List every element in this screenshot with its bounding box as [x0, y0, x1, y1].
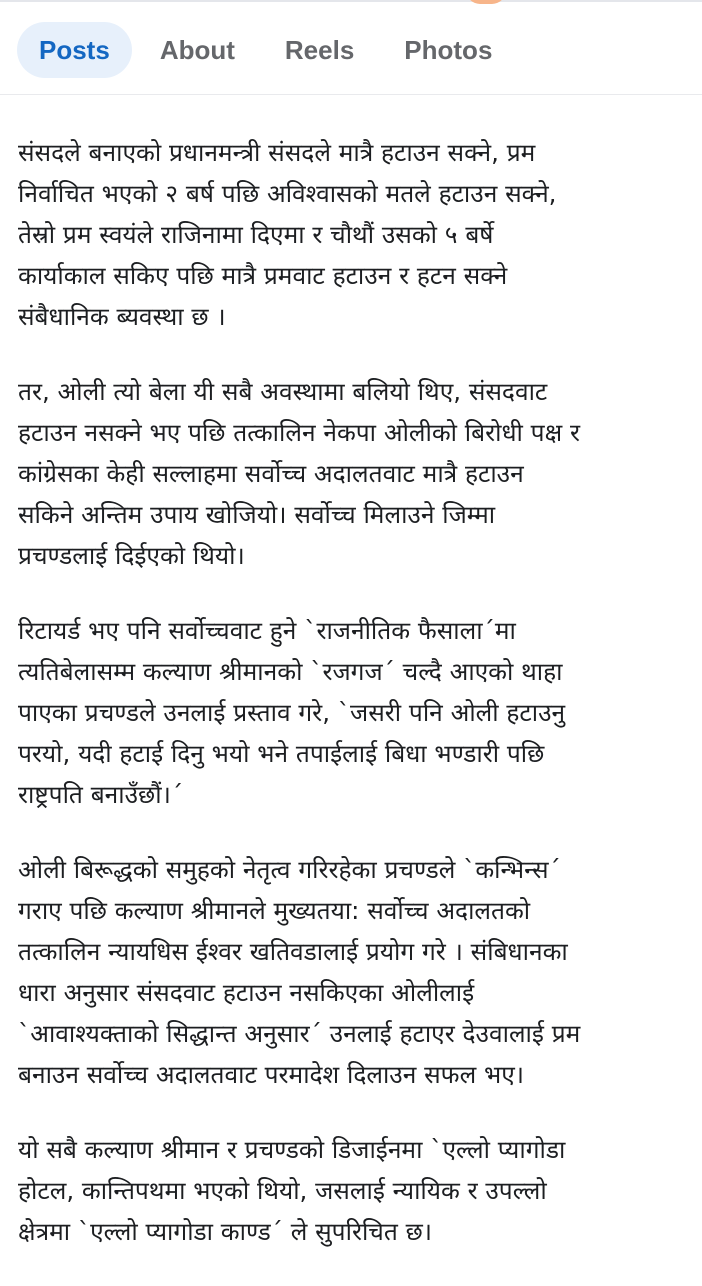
text-line: निर्वाचित भएको २ बर्ष पछि अविश्वासको मतले हटाउन सक्ने,: [18, 179, 557, 208]
text-line: हटाउन नसक्ने भए पछि तत्कालिन नेकपा ओलीको बिरोधी पक्ष र: [18, 418, 580, 447]
text-line: त्यतिबेलासम्म कल्याण श्रीमानको `रजगज´ चल्दै आएको थाहा: [18, 657, 563, 686]
text-line: तेस्रो प्रम स्वयंले राजिनामा दिएमा र चौथौं उसको ५ बर्षे: [18, 220, 494, 249]
tabs-divider: [0, 94, 702, 95]
text-line: कांग्रेसका केही सल्लाहमा सर्वोच्च अदालतवाट मात्रै हटाउन: [18, 459, 524, 488]
text-line: तर, ओली त्यो बेला यी सबै अवस्थामा बलियो थिए, संसदवाट: [18, 377, 548, 406]
text-line: पाएका प्रचण्डले उनलाई प्रस्ताव गरे, `जसरी पनि ओली हटाउनु: [18, 698, 566, 727]
post-text: [18, 132, 698, 1286]
text-line: क्षेत्रमा `एल्लो प्यागोडा काण्ड´ ले सुपरिचित छ।: [18, 1217, 433, 1246]
text-line: कार्याकाल सकिए पछि मात्रै प्रमवाट हटाउन र हटन सक्ने: [18, 261, 508, 290]
post-paragraph: [18, 132, 698, 337]
text-line: सकिने अन्तिम उपाय खोजियो। सर्वोच्च मिलाउने जिम्मा: [18, 500, 496, 529]
text-line: संबैधानिक ब्यवस्था छ ।: [18, 302, 226, 331]
post-paragraph: [18, 610, 698, 815]
text-line: यो सबै कल्याण श्रीमान र प्रचण्डको डिजाईनमा `एल्लो प्यागोडा: [18, 1135, 566, 1164]
text-line: गराए पछि कल्याण श्रीमानले मुख्यतया: सर्वोच्च अदालतको: [18, 896, 531, 925]
text-line: परयो, यदी हटाई दिनु भयो भने तपाईलाई बिधा भण्डारी पछि: [18, 739, 545, 768]
post-paragraph: [18, 371, 698, 576]
text-line: संसदले बनाएको प्रधानमन्त्री संसदले मात्रै हटाउन सक्ने, प्रम: [18, 138, 536, 167]
text-line: `आवाश्यक्ताको सिद्धान्त अनुसार´ उनलाई हटाएर देउवालाई प्रम: [18, 1019, 581, 1048]
tab-reels[interactable]: Reels: [284, 35, 355, 65]
text-line: तत्कालिन न्यायधिस ईश्वर खतिवडालाई प्रयोग गरे । संबिधानका: [18, 937, 568, 966]
text-line: प्रचण्डलाई दिईएको थियो।: [18, 541, 245, 570]
text-line: धारा अनुसार संसदवाट हटाउन नसकिएका ओलीलाई: [18, 978, 475, 1007]
text-line: ओली बिरूद्धको समुहको नेतृत्व गरिरहेका प्रचण्डले `कन्भिन्स´: [18, 855, 561, 884]
tab-about[interactable]: About: [159, 35, 235, 65]
tab-posts[interactable]: Posts: [17, 22, 132, 78]
text-line: रिटायर्ड भए पनि सर्वोच्चवाट हुने `राजनीतिक फैसाला´मा: [18, 616, 516, 645]
text-line: होटल, कान्तिपथमा भएको थियो, जसलाई न्यायिक र उपल्लो: [18, 1176, 547, 1205]
post-paragraph: [18, 849, 698, 1095]
top-divider: [0, 0, 702, 2]
text-line: राष्ट्रपति बनाउँछौं।´: [18, 780, 184, 809]
post-paragraph: [18, 1129, 698, 1252]
profile-badge-edge: [466, 0, 506, 4]
profile-tabs: [0, 18, 702, 82]
tab-photos[interactable]: Photos: [404, 35, 493, 65]
text-line: बनाउन सर्वोच्च अदालतवाट परमादेश दिलाउन सफल भए।: [18, 1060, 525, 1089]
